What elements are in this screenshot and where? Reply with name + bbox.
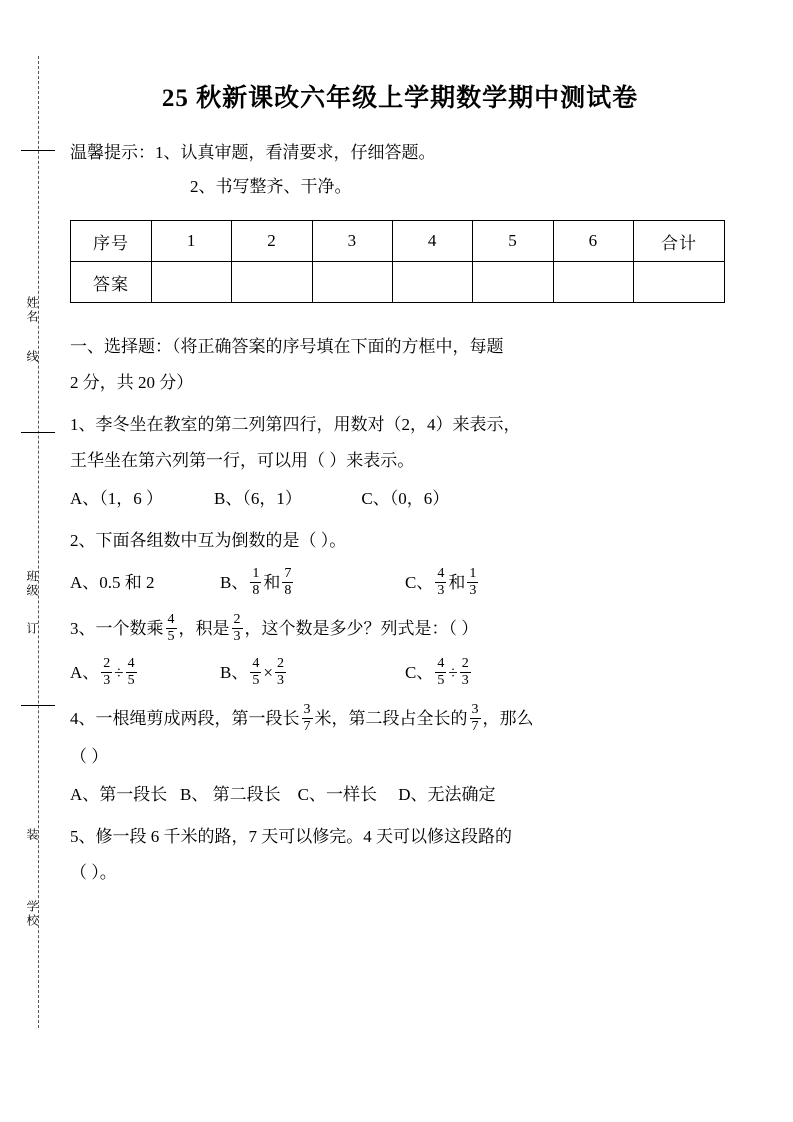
score-row-label-1: 序号	[71, 221, 152, 262]
denominator: 3	[461, 672, 469, 688]
denominator: 7	[471, 718, 479, 734]
question-3-option-a-label: A、	[70, 663, 100, 682]
numerator: 2	[103, 656, 111, 672]
fraction-2-3	[460, 656, 471, 687]
numerator: 4	[127, 656, 135, 672]
seal-label-bind: 订	[25, 622, 39, 636]
question-3-stem	[70, 609, 730, 649]
seal-rule-1	[21, 150, 55, 151]
question-4-stem-pre: 4、一根绳剪成两段，第一段长	[70, 709, 300, 728]
question-1-options[interactable]: A、（1，6 ） B、（6，1） C、（0，6）	[70, 489, 450, 508]
fraction-3-7	[470, 698, 481, 738]
answer-cell-4[interactable]	[392, 262, 472, 303]
question-4	[70, 699, 730, 813]
fraction-7-8	[282, 566, 293, 597]
numerator: 7	[284, 566, 292, 582]
section-1-heading-line-1: 一、选择题：（将正确答案的序号填在下面的方框中，每题	[70, 337, 504, 356]
question-2-option-a-label: A、0.5 和 2	[70, 573, 155, 592]
denominator: 5	[127, 672, 135, 688]
denominator: 5	[252, 672, 260, 688]
binding-margin	[0, 0, 66, 1122]
section-1-heading	[70, 329, 730, 401]
seal-rule-3	[21, 705, 55, 706]
numerator: 4	[437, 566, 445, 582]
score-row-label-2: 答案	[71, 262, 152, 303]
fraction-2-3	[232, 608, 243, 648]
question-2	[70, 523, 730, 603]
question-3-options	[70, 653, 730, 693]
question-4-stem-mid-2: ，那么	[482, 709, 534, 728]
question-3-option-c-operator: ÷	[448, 663, 458, 682]
question-3-stem-pre: 3、一个数乘	[70, 619, 164, 638]
question-2-option-c[interactable]	[405, 563, 480, 603]
score-col-1: 1	[152, 221, 232, 262]
denominator: 3	[469, 582, 477, 598]
denominator: 8	[284, 582, 292, 598]
question-3-option-c[interactable]	[405, 653, 473, 693]
tips-line-1: 温馨提示：1、认真审题，看清要求，仔细答题。	[70, 143, 436, 162]
question-3-option-a[interactable]	[70, 653, 220, 693]
score-col-5: 5	[473, 221, 553, 262]
denominator: 5	[437, 672, 445, 688]
exam-paper-body	[70, 0, 730, 1122]
denominator: 3	[103, 672, 111, 688]
question-2-option-a[interactable]	[70, 563, 220, 603]
question-4-stem	[70, 699, 730, 739]
question-1-line-1: 1、李冬坐在教室的第二列第四行，用数对（2，4）来表示，	[70, 415, 521, 434]
denominator: 3	[276, 672, 284, 688]
denominator: 7	[303, 718, 311, 734]
answer-cell-2[interactable]	[232, 262, 312, 303]
seal-label-line: 线	[25, 350, 39, 364]
seal-rule-2	[21, 432, 55, 433]
answer-cell-1[interactable]	[152, 262, 232, 303]
denominator: 5	[167, 628, 175, 644]
score-col-2: 2	[232, 221, 312, 262]
seal-label-class: 班级	[25, 570, 39, 598]
question-3-option-a-operator: ÷	[114, 663, 124, 682]
question-2-option-b-label: B、	[220, 573, 249, 592]
question-2-line-1: 2、下面各组数中互为倒数的是（ ）。	[70, 531, 347, 550]
fraction-4-5	[250, 656, 261, 687]
question-2-option-b[interactable]	[220, 563, 405, 603]
answer-cell-total[interactable]	[634, 262, 725, 303]
table-row	[71, 221, 725, 262]
fraction-2-3	[101, 656, 112, 687]
score-col-6: 6	[553, 221, 633, 262]
question-5	[70, 819, 730, 891]
page-title: 25 秋新课改六年级上学期数学期中测试卷	[161, 85, 639, 112]
answer-cell-3[interactable]	[312, 262, 392, 303]
question-3-stem-mid-2: ，这个数是多少？列式是：（ ）	[244, 619, 479, 638]
section-1-heading-line-2: 2 分，共 20 分）	[70, 373, 194, 392]
question-2-option-b-mid: 和	[263, 573, 281, 592]
numerator: 2	[233, 612, 241, 628]
fraction-4-3	[435, 566, 446, 597]
question-5-line-2: （ ）。	[70, 863, 117, 882]
question-3-option-b-label: B、	[220, 663, 249, 682]
question-3-stem-mid-1: ，积是	[178, 619, 230, 638]
score-col-3: 3	[312, 221, 392, 262]
question-4-line-2: （ ）	[70, 747, 109, 766]
fraction-4-5	[435, 656, 446, 687]
denominator: 8	[252, 582, 260, 598]
seal-label-school: 学校	[25, 900, 39, 928]
tips-block	[70, 136, 730, 204]
denominator: 3	[437, 582, 445, 598]
question-3-option-b-operator: ×	[263, 663, 273, 682]
question-2-option-c-label: C、	[405, 573, 434, 592]
fraction-3-7	[302, 698, 313, 738]
fraction-4-5	[126, 656, 137, 687]
question-5-line-1: 5、修一段 6 千米的路，7 天可以修完。4 天可以修这段路的	[70, 827, 512, 846]
numerator: 2	[276, 656, 284, 672]
question-1	[70, 407, 730, 517]
numerator: 4	[167, 612, 175, 628]
binding-dashed-line	[38, 56, 39, 1028]
question-1-line-2: 王华坐在第六列第一行，可以用（ ）来表示。	[70, 451, 415, 470]
fraction-4-5	[166, 608, 177, 648]
numerator: 4	[437, 656, 445, 672]
numerator: 4	[252, 656, 260, 672]
seal-label-seal: 装	[25, 828, 39, 842]
question-2-option-c-mid: 和	[448, 573, 466, 592]
numerator: 3	[303, 702, 311, 718]
numerator: 2	[461, 656, 469, 672]
fraction-1-8	[250, 566, 261, 597]
score-total-label: 合计	[634, 221, 725, 262]
answer-cell-6[interactable]	[553, 262, 633, 303]
numerator: 3	[471, 702, 479, 718]
answer-cell-5[interactable]	[473, 262, 553, 303]
fraction-2-3	[275, 656, 286, 687]
question-2-options	[70, 563, 730, 603]
fraction-1-3	[467, 566, 478, 597]
score-col-4: 4	[392, 221, 472, 262]
table-row	[71, 262, 725, 303]
question-4-stem-mid-1: 米，第二段占全长的	[314, 709, 468, 728]
question-3	[70, 609, 730, 693]
denominator: 3	[233, 628, 241, 644]
question-4-options[interactable]: A、第一段长 B、 第二段长 C、一样长 D、无法确定	[70, 785, 496, 804]
numerator: 1	[469, 566, 477, 582]
question-3-option-b[interactable]	[220, 653, 405, 693]
seal-label-name: 姓名	[25, 296, 39, 324]
numerator: 1	[252, 566, 260, 582]
question-3-option-c-label: C、	[405, 663, 434, 682]
score-table	[70, 220, 725, 303]
tips-line-2: 2、书写整齐、干净。	[190, 177, 352, 196]
